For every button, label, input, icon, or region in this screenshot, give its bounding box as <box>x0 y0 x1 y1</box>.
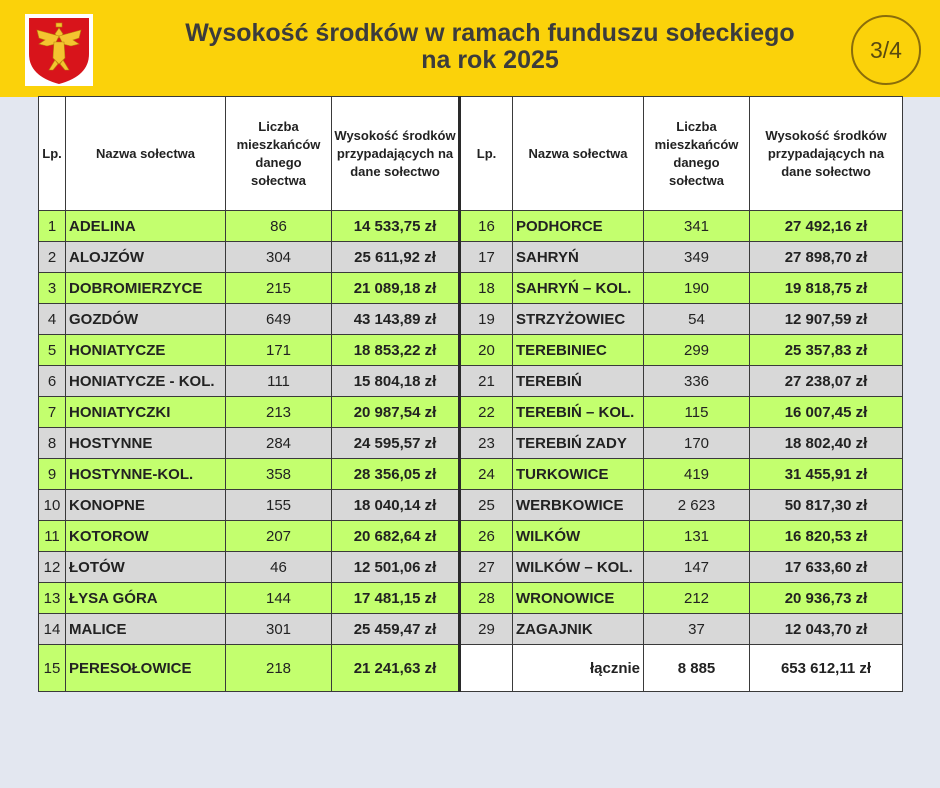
table-row <box>39 459 903 490</box>
cell-lp: 29 <box>460 614 513 645</box>
cell-lp: 14 <box>39 614 66 645</box>
fund-table <box>38 96 903 692</box>
cell-name: WRONOWICE <box>513 583 644 614</box>
cell-residents: 115 <box>644 397 750 428</box>
cell-lp: 3 <box>39 273 66 304</box>
cell-amount: 25 357,83 zł <box>750 335 903 366</box>
cell-name: TEREBIŃ <box>513 366 644 397</box>
cell-lp: 5 <box>39 335 66 366</box>
cell-lp: 16 <box>460 211 513 242</box>
cell-amount: 43 143,89 zł <box>332 304 460 335</box>
cell-lp: 26 <box>460 521 513 552</box>
cell-lp: 18 <box>460 273 513 304</box>
cell-residents: 170 <box>644 428 750 459</box>
cell-amount: 20 682,64 zł <box>332 521 460 552</box>
cell-name: TEREBINIEC <box>513 335 644 366</box>
cell-lp: 17 <box>460 242 513 273</box>
cell-lp: 8 <box>39 428 66 459</box>
cell-residents: 341 <box>644 211 750 242</box>
cell-amount: 16 820,53 zł <box>750 521 903 552</box>
cell-amount: 15 804,18 zł <box>332 366 460 397</box>
total-label: łącznie <box>513 645 644 692</box>
cell-amount: 19 818,75 zł <box>750 273 903 304</box>
cell-residents: 2 623 <box>644 490 750 521</box>
cell-name: ŁYSA GÓRA <box>66 583 226 614</box>
table-row <box>39 490 903 521</box>
cell-amount: 18 853,22 zł <box>332 335 460 366</box>
cell-amount: 12 501,06 zł <box>332 552 460 583</box>
cell-residents: 144 <box>226 583 332 614</box>
cell-amount: 18 040,14 zł <box>332 490 460 521</box>
table-row <box>39 242 903 273</box>
header-amount: Wysokość środków przypadających na dane sołectwo <box>750 97 903 211</box>
cell-residents: 215 <box>226 273 332 304</box>
cell-name: KONOPNE <box>66 490 226 521</box>
table-row <box>39 335 903 366</box>
header-lp: Lp. <box>39 97 66 211</box>
cell-lp: 10 <box>39 490 66 521</box>
cell-name: WILKÓW – KOL. <box>513 552 644 583</box>
cell-amount: 27 898,70 zł <box>750 242 903 273</box>
cell-name: PODHORCE <box>513 211 644 242</box>
cell-amount: 25 611,92 zł <box>332 242 460 273</box>
cell-amount: 31 455,91 zł <box>750 459 903 490</box>
cell-name: MALICE <box>66 614 226 645</box>
cell-amount: 16 007,45 zł <box>750 397 903 428</box>
cell-residents: 207 <box>226 521 332 552</box>
cell-name: ADELINA <box>66 211 226 242</box>
cell-lp: 28 <box>460 583 513 614</box>
cell-residents: 213 <box>226 397 332 428</box>
cell-lp: 25 <box>460 490 513 521</box>
cell-residents: 301 <box>226 614 332 645</box>
cell-name: SAHRYŃ <box>513 242 644 273</box>
cell-name: PERESOŁOWICE <box>66 645 226 692</box>
cell-name: WILKÓW <box>513 521 644 552</box>
header-banner <box>0 0 940 97</box>
cell-name: SAHRYŃ – KOL. <box>513 273 644 304</box>
table-header-row <box>39 97 903 211</box>
cell-name: WERBKOWICE <box>513 490 644 521</box>
table-row <box>39 304 903 335</box>
cell-lp: 21 <box>460 366 513 397</box>
header-name: Nazwa sołectwa <box>513 97 644 211</box>
cell-residents: 46 <box>226 552 332 583</box>
cell-residents: 649 <box>226 304 332 335</box>
title-line-1: Wysokość środków w ramach funduszu sołeckiego <box>185 19 795 47</box>
cell-name: HOSTYNNE <box>66 428 226 459</box>
cell-amount: 12 043,70 zł <box>750 614 903 645</box>
cell-amount: 14 533,75 zł <box>332 211 460 242</box>
header-amount: Wysokość środków przypadających na dane sołectwo <box>332 97 460 211</box>
cell-amount: 24 595,57 zł <box>332 428 460 459</box>
cell-residents: 336 <box>644 366 750 397</box>
cell-lp: 19 <box>460 304 513 335</box>
cell-name: TURKOWICE <box>513 459 644 490</box>
cell-amount: 20 987,54 zł <box>332 397 460 428</box>
municipal-coat-of-arms-icon <box>25 14 93 86</box>
cell-residents: 284 <box>226 428 332 459</box>
cell-residents: 171 <box>226 335 332 366</box>
cell-residents: 155 <box>226 490 332 521</box>
cell-lp: 9 <box>39 459 66 490</box>
header-lp: Lp. <box>460 97 513 211</box>
header-name: Nazwa sołectwa <box>66 97 226 211</box>
cell-amount: 12 907,59 zł <box>750 304 903 335</box>
page-indicator: 3/4 <box>851 15 921 85</box>
cell-amount: 28 356,05 zł <box>332 459 460 490</box>
total-blank-cell <box>460 645 513 692</box>
cell-lp: 13 <box>39 583 66 614</box>
cell-lp: 27 <box>460 552 513 583</box>
cell-residents: 147 <box>644 552 750 583</box>
cell-lp: 15 <box>39 645 66 692</box>
cell-residents: 419 <box>644 459 750 490</box>
cell-name: KOTOROW <box>66 521 226 552</box>
cell-name: HOSTYNNE-KOL. <box>66 459 226 490</box>
cell-residents: 218 <box>226 645 332 692</box>
cell-lp: 22 <box>460 397 513 428</box>
table-row <box>39 583 903 614</box>
table-row <box>39 211 903 242</box>
cell-name: ALOJZÓW <box>66 242 226 273</box>
table-row <box>39 366 903 397</box>
cell-lp: 1 <box>39 211 66 242</box>
cell-lp: 12 <box>39 552 66 583</box>
cell-amount: 21 089,18 zł <box>332 273 460 304</box>
cell-residents: 299 <box>644 335 750 366</box>
cell-name: DOBROMIERZYCE <box>66 273 226 304</box>
title-line-2: na rok 2025 <box>421 46 559 74</box>
cell-amount: 50 817,30 zł <box>750 490 903 521</box>
table-row <box>39 614 903 645</box>
cell-residents: 349 <box>644 242 750 273</box>
cell-name: GOZDÓW <box>66 304 226 335</box>
cell-name: HONIATYCZE <box>66 335 226 366</box>
table-row <box>39 397 903 428</box>
table-row <box>39 521 903 552</box>
cell-residents: 86 <box>226 211 332 242</box>
cell-amount: 17 633,60 zł <box>750 552 903 583</box>
cell-amount: 27 238,07 zł <box>750 366 903 397</box>
cell-residents: 358 <box>226 459 332 490</box>
cell-name: HONIATYCZKI <box>66 397 226 428</box>
header-residents: Liczba mieszkańców danego sołectwa <box>226 97 332 211</box>
table-row <box>39 552 903 583</box>
cell-name: STRZYŻOWIEC <box>513 304 644 335</box>
cell-lp: 2 <box>39 242 66 273</box>
cell-name: TEREBIŃ ZADY <box>513 428 644 459</box>
cell-amount: 17 481,15 zł <box>332 583 460 614</box>
cell-residents: 212 <box>644 583 750 614</box>
cell-name: ŁOTÓW <box>66 552 226 583</box>
cell-amount: 20 936,73 zł <box>750 583 903 614</box>
cell-residents: 190 <box>644 273 750 304</box>
cell-residents: 111 <box>226 366 332 397</box>
cell-lp: 11 <box>39 521 66 552</box>
cell-lp: 23 <box>460 428 513 459</box>
cell-name: ZAGAJNIK <box>513 614 644 645</box>
cell-residents: 131 <box>644 521 750 552</box>
total-amount: 653 612,11 zł <box>750 645 903 692</box>
page-title <box>120 20 860 74</box>
table-row <box>39 273 903 304</box>
cell-residents: 37 <box>644 614 750 645</box>
header-residents: Liczba mieszkańców danego sołectwa <box>644 97 750 211</box>
table-row <box>39 645 903 692</box>
table-row <box>39 428 903 459</box>
cell-name: HONIATYCZE - KOL. <box>66 366 226 397</box>
total-residents: 8 885 <box>644 645 750 692</box>
cell-lp: 20 <box>460 335 513 366</box>
cell-amount: 27 492,16 zł <box>750 211 903 242</box>
cell-amount: 25 459,47 zł <box>332 614 460 645</box>
cell-amount: 18 802,40 zł <box>750 428 903 459</box>
cell-lp: 7 <box>39 397 66 428</box>
cell-residents: 54 <box>644 304 750 335</box>
cell-name: TEREBIŃ – KOL. <box>513 397 644 428</box>
cell-lp: 4 <box>39 304 66 335</box>
cell-residents: 304 <box>226 242 332 273</box>
cell-amount: 21 241,63 zł <box>332 645 460 692</box>
cell-lp: 6 <box>39 366 66 397</box>
cell-lp: 24 <box>460 459 513 490</box>
